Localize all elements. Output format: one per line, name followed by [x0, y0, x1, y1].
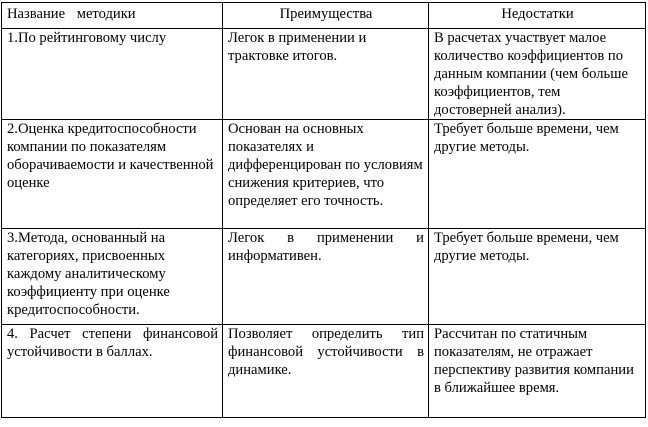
advantages-cell: Легок в применении и трактовке итогов.	[223, 29, 429, 120]
method-cell: 1.По рейтинговому числу	[2, 29, 223, 120]
table-row	[2, 29, 646, 120]
table-row	[2, 229, 646, 325]
header-advantages: Преимущества	[223, 3, 429, 29]
header-row	[2, 3, 646, 29]
method-cell: 2.Оценка кредитоспособности компании по показателям оборачиваемости и качественной оценке	[2, 120, 223, 229]
disadvantages-cell: Рассчитан по статичным показателям, не отражает перспективу развития компании в ближайшее время.	[429, 325, 646, 418]
method-cell: 4. Расчет степени финансовой устойчивости в баллах.	[2, 325, 223, 418]
disadvantages-cell: В расчетах участвует малое количество коэффициентов по данным компании (чем больше коэффициентов, тем достоверней анализ).	[429, 29, 646, 120]
table-row	[2, 120, 646, 229]
header-method-name: Название методики	[2, 3, 223, 29]
method-cell: 3.Метода, основанный на категориях, присвоенных каждому аналитическому коэффициенту при оценке кредитоспособности.	[2, 229, 223, 325]
advantages-cell: Основан на основных показателях и дифференцирован по условиям снижения критериев, что определяет его точность.	[223, 120, 429, 229]
advantages-cell: Позволяет определить тип финансовой устойчивости в динамике.	[223, 325, 429, 418]
disadvantages-cell: Требует больше времени, чем другие методы.	[429, 229, 646, 325]
advantages-cell: Легок в применении и информативен.	[223, 229, 429, 325]
header-disadvantages: Недостатки	[429, 3, 646, 29]
methods-comparison-table	[1, 2, 646, 418]
disadvantages-cell: Требует больше времени, чем другие методы.	[429, 120, 646, 229]
table-row	[2, 325, 646, 418]
